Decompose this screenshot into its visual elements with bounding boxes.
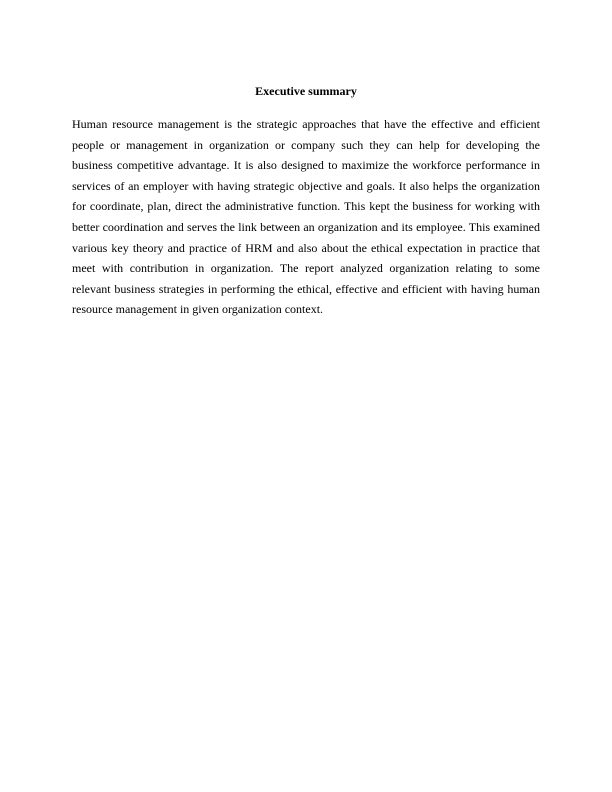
- paragraph-line: various key theory and practice of HRM and also about the ethical expectation in practice that: [72, 240, 540, 255]
- paragraph-line: Human resource management is the strategic approaches that have the effective and efficient: [72, 117, 540, 131]
- paragraph-line: business competitive advantage. It is also designed to maximize the workforce performance in: [72, 158, 540, 173]
- paragraph-line: relevant business strategies in performing the ethical, effective and efficient with having human: [72, 281, 540, 296]
- paragraph-line: resource management in given organization context.: [72, 302, 324, 317]
- paragraph-line: people or management in organization or company such they can help for developing the: [72, 137, 540, 152]
- section-heading: Executive summary: [255, 84, 357, 98]
- paragraph-line: for coordinate, plan, direct the administrative function. This kept the business for working with: [72, 199, 540, 214]
- paragraph-line: better coordination and serves the link between an organization and its employee. This examined: [72, 219, 540, 234]
- paragraph-line: services of an employer with having strategic objective and goals. It also helps the organization: [72, 178, 540, 193]
- paragraph-line: meet with contribution in organization. The report analyzed organization relating to some: [72, 261, 540, 276]
- executive-summary-paragraph: [72, 114, 540, 320]
